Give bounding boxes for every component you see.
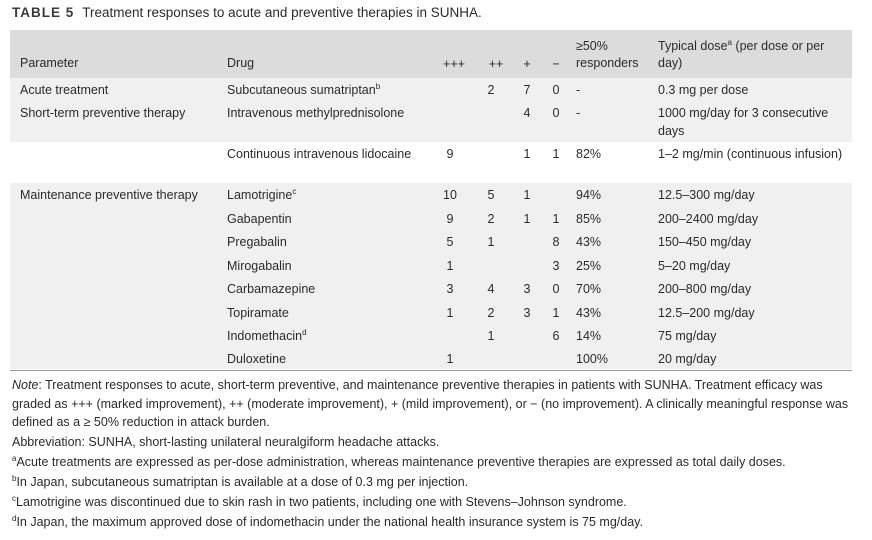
grade-mild-count: 3 <box>523 306 531 320</box>
grade-moderate-count: 2 <box>487 83 495 97</box>
abbreviation-note: Abbreviation: SUNHA, short-lasting unilateral neuralgiform headache attacks. <box>12 435 440 449</box>
dose-cell: 200–800 mg/day <box>658 282 752 296</box>
drug-name: Gabapentin <box>227 212 292 226</box>
responders-cell: 14% <box>576 329 602 343</box>
dose-cell: 200–2400 mg/day <box>658 212 759 226</box>
grade-none-count: 0 <box>552 106 560 120</box>
drug-name: Pregabalin <box>227 235 287 249</box>
grade-none-count: 6 <box>552 329 560 343</box>
drug-cell <box>227 104 404 122</box>
grade-moderate-count: 1 <box>487 235 495 249</box>
footnote-mark: c <box>12 494 16 503</box>
drug-cell <box>227 350 286 368</box>
header-grade-moderate: ++ <box>488 57 504 71</box>
header-dose-qualifier: (per dose or per day) <box>658 39 825 70</box>
parameter-cell: Acute treatment <box>20 83 109 97</box>
footnote-mark: a <box>12 454 17 463</box>
footnote-text: Acute treatments are expressed as per-dose administration, whereas maintenance preventive therapies are expressed as total daily doses. <box>16 455 786 469</box>
grade-moderate-count: 4 <box>487 282 495 296</box>
drug-name: Mirogabalin <box>227 259 292 273</box>
grade-moderate-count: 2 <box>487 212 495 226</box>
header-grade-mild: + <box>523 57 531 71</box>
drug-name: Lamotrigine <box>227 188 293 202</box>
drug-name: Continuous intravenous lidocaine <box>227 147 412 161</box>
drug-footnote-mark: b <box>375 82 381 91</box>
table-notes <box>12 376 852 533</box>
grade-marked-count: 9 <box>446 212 454 226</box>
header-dose-label: Typical dose <box>658 39 728 53</box>
grade-mild-count: 1 <box>523 147 531 161</box>
responders-cell: 100% <box>576 352 608 366</box>
header-responders: ≥50% responders <box>576 39 639 70</box>
grade-none-count: 1 <box>552 147 560 161</box>
responders-cell: 43% <box>576 235 602 249</box>
drug-cell <box>227 280 315 298</box>
grade-mild-count: 3 <box>523 282 531 296</box>
responders-cell: 94% <box>576 188 602 202</box>
grade-mild-count: 4 <box>523 106 531 120</box>
grade-moderate-count: 2 <box>487 306 495 320</box>
header-parameter: Parameter <box>20 56 79 70</box>
drug-cell <box>227 257 292 275</box>
responders-cell: 70% <box>576 282 602 296</box>
drug-name: Duloxetine <box>227 352 287 366</box>
grade-mild-count: 7 <box>523 83 531 97</box>
footnote-mark: b <box>12 474 17 483</box>
drug-cell <box>227 304 289 322</box>
grade-marked-count: 9 <box>446 147 454 161</box>
grade-marked-count: 3 <box>446 282 454 296</box>
drug-name: Topiramate <box>227 306 289 320</box>
responders-cell: - <box>576 83 581 97</box>
table-bottom-rule <box>10 370 852 371</box>
responders-cell: 25% <box>576 259 602 273</box>
footnote <box>12 473 852 492</box>
header-grade-marked: +++ <box>443 57 465 71</box>
table-title: Treatment responses to acute and preventive therapies in SUNHA. <box>82 5 482 20</box>
footnote-text: In Japan, subcutaneous sumatriptan is available at a dose of 0.3 mg per injection. <box>16 475 469 489</box>
responders-cell: 43% <box>576 306 602 320</box>
table-label: TABLE 5 <box>12 5 75 20</box>
drug-cell <box>227 81 380 99</box>
grade-marked-count: 1 <box>446 306 454 320</box>
footnote <box>12 493 852 512</box>
drug-name: Intravenous methylprednisolone <box>227 106 405 120</box>
header-dose-footnote-mark: a <box>727 38 732 47</box>
footnote <box>12 513 852 532</box>
dose-cell: 1000 mg/day for 3 consecutive days <box>658 106 829 138</box>
dose-cell: 0.3 mg per dose <box>658 83 749 97</box>
footnote-mark: d <box>12 514 17 523</box>
drug-name: Indomethacin <box>227 329 303 343</box>
note-paragraph <box>12 376 852 432</box>
dose-cell: 75 mg/day <box>658 329 717 343</box>
grade-none-count: 0 <box>552 83 560 97</box>
footnote <box>12 453 852 472</box>
responders-cell: - <box>576 106 581 120</box>
dose-cell: 12.5–300 mg/day <box>658 188 755 202</box>
responders-cell: 82% <box>576 147 602 161</box>
grade-mild-count: 1 <box>523 212 531 226</box>
table-caption <box>12 5 482 20</box>
dose-cell: 150–450 mg/day <box>658 235 752 249</box>
grade-marked-count: 1 <box>446 259 454 273</box>
note-text: : Treatment responses to acute, short-term preventive, and maintenance preventive therapies in patients with SUNHA. Treatment efficacy was graded as +++ (marked improvement), ++ (moderate improvement), + (mild improvement), or − (no improvement). A clinically meaningful response was defined as a ≥ 50% reduction in attack burden. <box>12 378 849 429</box>
drug-cell <box>227 233 287 251</box>
grade-marked-count: 1 <box>446 352 454 366</box>
drug-name: Subcutaneous sumatriptan <box>227 83 376 97</box>
grade-mild-count: 1 <box>523 188 531 202</box>
parameter-cell: Maintenance preventive therapy <box>20 188 198 202</box>
grade-none-count: 3 <box>552 259 560 273</box>
grade-moderate-count: 5 <box>487 188 495 202</box>
header-grade-none: − <box>552 57 560 71</box>
drug-cell <box>227 186 296 204</box>
drug-cell <box>227 145 411 163</box>
dose-cell: 1–2 mg/min (continuous infusion) <box>658 147 843 161</box>
parameter-cell: Short-term preventive therapy <box>20 106 186 120</box>
responders-cell: 85% <box>576 212 602 226</box>
grade-none-count: 1 <box>552 306 560 320</box>
header-drug: Drug <box>227 56 255 70</box>
grade-marked-count: 10 <box>443 188 457 202</box>
header-typical-dose <box>658 38 828 72</box>
grade-none-count: 8 <box>552 235 560 249</box>
footnote-text: Lamotrigine was discontinued due to skin rash in two patients, including one with Stevens–Johnson syndrome. <box>16 495 627 509</box>
dose-cell: 5–20 mg/day <box>658 259 731 273</box>
drug-cell <box>227 210 292 228</box>
grade-moderate-count: 1 <box>487 329 495 343</box>
footnote-text: In Japan, the maximum approved dose of indomethacin under the national health insurance system is 75 mg/day. <box>16 515 643 529</box>
drug-footnote-mark: d <box>302 328 307 337</box>
grade-none-count: 0 <box>552 282 560 296</box>
drug-name: Carbamazepine <box>227 282 316 296</box>
note-label: Note <box>12 378 39 392</box>
dose-cell: 12.5–200 mg/day <box>658 306 755 320</box>
drug-cell <box>227 327 307 345</box>
grade-marked-count: 5 <box>446 235 454 249</box>
drug-footnote-mark: c <box>292 187 297 196</box>
dose-cell: 20 mg/day <box>658 352 717 366</box>
grade-none-count: 1 <box>552 212 560 226</box>
